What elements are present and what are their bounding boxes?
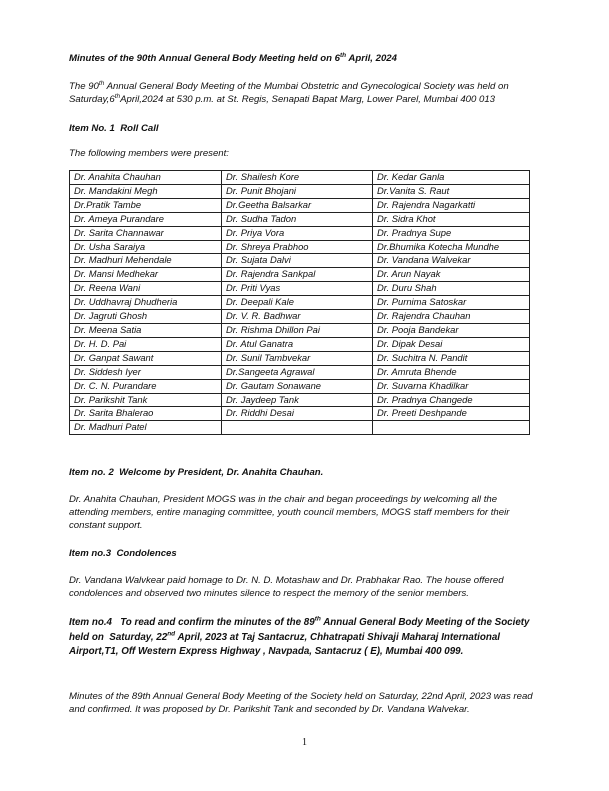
intro-paragraph: [69, 80, 539, 106]
intro-text-1: The 90: [69, 81, 99, 92]
table-row: [70, 296, 530, 310]
member-cell: Dr. Pradnya Supe: [373, 226, 530, 240]
member-cell: Dr. Pradnya Changede: [373, 393, 530, 407]
item3-label: Item no.3: [69, 548, 112, 559]
member-cell: Dr. Reena Wani: [70, 282, 222, 296]
member-cell: Dr. Rajendra Sankpal: [222, 268, 373, 282]
member-cell: Dr. Madhuri Patel: [70, 421, 222, 435]
member-cell: Dr. Pooja Bandekar: [373, 323, 530, 337]
title-sup: th: [339, 51, 347, 59]
member-cell: Dr. Priti Vyas: [222, 282, 373, 296]
item1-heading: [69, 122, 539, 135]
item4-heading: [69, 616, 539, 660]
item2-title: Welcome by President, Dr. Anahita Chauhan.: [119, 467, 324, 478]
member-cell: Dr. Dipak Desai: [373, 337, 530, 351]
member-cell: Dr. Meena Satia: [70, 323, 222, 337]
item1-title: Roll Call: [120, 123, 159, 134]
item4-sup-2: nd: [167, 630, 176, 638]
member-cell: Dr. Suchitra N. Pandit: [373, 351, 530, 365]
member-cell: Dr. Amruta Bhende: [373, 365, 530, 379]
table-row: [70, 282, 530, 296]
member-cell: Dr. Preeti Deshpande: [373, 407, 530, 421]
member-cell: Dr.Bhumika Kotecha Mundhe: [373, 240, 530, 254]
member-cell: Dr. Mandakini Megh: [70, 184, 222, 198]
member-cell: Dr. Anahita Chauhan: [70, 171, 222, 185]
member-cell: Dr. Purnima Satoskar: [373, 296, 530, 310]
item2-label: Item no. 2: [69, 467, 114, 478]
item4-paragraph: Minutes of the 89th Annual General Body Meeting of the Society held on Saturday, 22nd April, 2023 was read and confirmed. It was proposed by Dr. Parikshit Tank and seconded by Dr. Vandana Walvekar.: [69, 691, 533, 715]
item4-sup-1: th: [314, 615, 321, 623]
table-row: [70, 379, 530, 393]
page-title: [69, 52, 539, 65]
item4-text-4: April, 2023 at Taj Santacruz, Chhatrapati Shivaji Maharaj International Airport,T1, Off Western Express Highway , Navpada, Santacruz ( E), Mumbai 400 099.: [69, 631, 500, 657]
table-row: [70, 184, 530, 198]
item4-text-2: Annual General Body Meeting of the Society held on: [69, 617, 530, 643]
intro-text-2: Annual General Body Meeting of the Mumbai Obstetric and Gynecological Society was held on Saturday,6: [69, 81, 509, 105]
member-cell: Dr. Uddhavraj Dhudheria: [70, 296, 222, 310]
table-row: [70, 240, 530, 254]
table-row: [70, 351, 530, 365]
table-row: [70, 337, 530, 351]
member-cell: Dr.Sangeeta Agrawal: [222, 365, 373, 379]
member-cell: Dr. Deepali Kale: [222, 296, 373, 310]
member-cell: Dr. Rajendra Chauhan: [373, 310, 530, 324]
member-cell: Dr. Priya Vora: [222, 226, 373, 240]
item2-paragraph: Dr. Anahita Chauhan, President MOGS was in the chair and began proceedings by welcoming all the attending members, entire managing committee, youth council members, MOGS staff members for their constant support.: [69, 494, 510, 531]
title-text: Minutes of the 90th Annual General Body Meeting held on 6: [69, 53, 340, 64]
member-cell: Dr. Shailesh Kore: [222, 171, 373, 185]
member-cell: Dr. Sidra Khot: [373, 212, 530, 226]
member-cell: Dr. Sarita Bhalerao: [70, 407, 222, 421]
table-row: [70, 421, 530, 435]
member-cell: Dr. Sunil Tambvekar: [222, 351, 373, 365]
member-cell: Dr. Rajendra Nagarkatti: [373, 198, 530, 212]
item3-heading: [69, 547, 539, 560]
member-cell: Dr. Duru Shah: [373, 282, 530, 296]
intro-sup-2: th: [114, 92, 121, 100]
member-cell: Dr. Kedar Ganla: [373, 171, 530, 185]
member-cell: Dr. Parikshit Tank: [70, 393, 222, 407]
present-text: The following members were present:: [69, 148, 229, 159]
table-row: [70, 198, 530, 212]
table-row: [70, 268, 530, 282]
table-row: [70, 226, 530, 240]
member-cell: Dr. Sarita Channawar: [70, 226, 222, 240]
member-cell: Dr. Shreya Prabhoo: [222, 240, 373, 254]
member-cell: Dr.Pratik Tambe: [70, 198, 222, 212]
table-row: [70, 310, 530, 324]
item4-text-1: To read and confirm the minutes of the 89: [120, 617, 315, 628]
member-cell: Dr. Usha Saraiya: [70, 240, 222, 254]
member-cell: Dr.Vanita S. Raut: [373, 184, 530, 198]
member-cell: [222, 421, 373, 435]
member-cell: Dr. Atul Ganatra: [222, 337, 373, 351]
member-cell: Dr. C. N. Purandare: [70, 379, 222, 393]
member-cell: Dr. Ganpat Sawant: [70, 351, 222, 365]
member-cell: Dr. Sujata Dalvi: [222, 254, 373, 268]
table-row: [70, 365, 530, 379]
title-tail: April, 2024: [346, 53, 397, 64]
item3-paragraph: Dr. Vandana Walvkear paid homage to Dr. N. D. Motashaw and Dr. Prabhakar Rao. The house offered condolences and observed two minutes silence to respect the memory of the senior members.: [69, 575, 504, 599]
table-row: [70, 171, 530, 185]
member-cell: Dr. V. R. Badhwar: [222, 310, 373, 324]
member-cell: Dr. Suvarna Khadilkar: [373, 379, 530, 393]
member-cell: Dr. Ameya Purandare: [70, 212, 222, 226]
table-row: [70, 393, 530, 407]
item4-text-3: Saturday, 22: [109, 631, 168, 643]
table-row: [70, 212, 530, 226]
member-cell: Dr. Madhuri Mehendale: [70, 254, 222, 268]
member-cell: Dr. Jagruti Ghosh: [70, 310, 222, 324]
item1-label: Item No. 1: [69, 123, 115, 134]
member-cell: Dr. Sudha Tadon: [222, 212, 373, 226]
intro-text-3: April,2024 at 530 p.m. at St. Regis, Senapati Bapat Marg, Lower Parel, Mumbai 400 013: [120, 94, 496, 105]
table-row: [70, 254, 530, 268]
member-cell: Dr. Rishma Dhillon Pai: [222, 323, 373, 337]
item4-label: Item no.4: [69, 617, 113, 628]
item2-heading: [69, 466, 539, 479]
member-cell: Dr. Arun Nayak: [373, 268, 530, 282]
member-cell: Dr. Jaydeep Tank: [222, 393, 373, 407]
member-cell: Dr.Geetha Balsarkar: [222, 198, 373, 212]
member-cell: Dr. Siddesh Iyer: [70, 365, 222, 379]
member-cell: [373, 421, 530, 435]
table-row: [70, 407, 530, 421]
members-table: [69, 170, 530, 435]
members-table-body: [70, 171, 530, 435]
member-cell: Dr. Punit Bhojani: [222, 184, 373, 198]
member-cell: Dr. Gautam Sonawane: [222, 379, 373, 393]
member-cell: Dr. Vandana Walvekar: [373, 254, 530, 268]
member-cell: Dr. H. D. Pai: [70, 337, 222, 351]
member-cell: Dr. Riddhi Desai: [222, 407, 373, 421]
item3-title: Condolences: [116, 548, 177, 559]
table-row: [70, 323, 530, 337]
intro-sup-1: th: [98, 79, 105, 87]
page-number: 1: [302, 737, 307, 748]
member-cell: Dr. Mansi Medhekar: [70, 268, 222, 282]
